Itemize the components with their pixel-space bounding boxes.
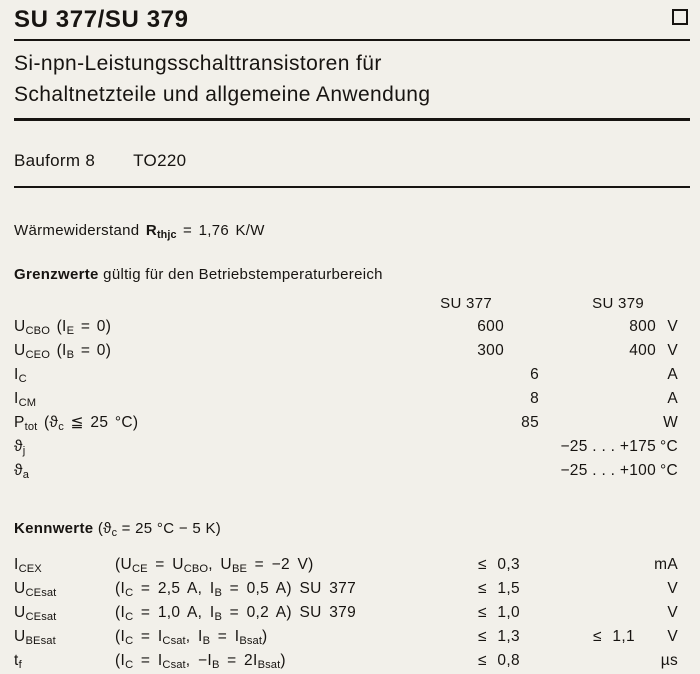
value-su377: 300 <box>477 342 504 359</box>
value-shared: 8 <box>530 390 539 407</box>
limit-su377: ≤ 1,3 <box>478 628 520 645</box>
limit-su377: ≤ 0,8 <box>478 652 520 669</box>
table-row <box>14 435 690 459</box>
unit-label: W <box>663 414 678 431</box>
table-row <box>14 577 690 601</box>
grenzwerte-heading: Grenzwerte gültig für den Betriebstemperaturbereich <box>14 266 383 283</box>
divider-top <box>14 39 690 41</box>
corner-square-icon <box>672 9 688 25</box>
limit-su377: ≤ 0,3 <box>478 556 520 573</box>
kennwerte-heading: Kennwerte ($ϑ_c = 25$ °C − 5 K) <box>14 520 222 539</box>
parameter-symbol: $U_{BEsat}$ <box>14 628 56 647</box>
test-condition: ($I_C = 2,5$ A, $I_B = 0,5$ A) SU 377 <box>115 580 356 599</box>
unit-label: µs <box>660 652 678 669</box>
value-su379: 800 <box>629 318 656 335</box>
value-su379: 400 <box>629 342 656 359</box>
test-condition: ($I_C = I_{Csat}$, $I_B = I_{Bsat}$) <box>115 628 268 647</box>
unit-label: V <box>667 604 678 621</box>
test-condition: ($I_C = I_{Csat}$, $-I_B = 2I_{Bsat}$) <box>115 652 286 671</box>
unit-label: A <box>667 390 678 407</box>
value-shared: 6 <box>530 366 539 383</box>
column-spacer <box>14 295 414 313</box>
thermal-resistance-line: Wärmewiderstand $R_{thjc} = 1,76$ K/W <box>14 222 265 241</box>
value-su379: −25 . . . +100 <box>560 462 656 479</box>
subtitle <box>14 48 690 110</box>
column-header-su377: SU 377 <box>440 295 492 312</box>
parameter-symbol: $U_{CEO}$ $(I_B = 0)$ <box>14 342 112 361</box>
table-row <box>14 315 690 339</box>
unit-label: mA <box>654 556 678 573</box>
subtitle-line-1: Si-npn-Leistungsschalttransistoren für <box>14 52 382 75</box>
value-su377: 600 <box>477 318 504 335</box>
table-row <box>14 459 690 483</box>
parameter-symbol: $P_{tot}$ ($ϑ_c$ ≦ 25 °C) <box>14 414 139 433</box>
unit-label: V <box>667 628 678 645</box>
value-shared: 85 <box>521 414 539 431</box>
table-row <box>14 553 690 577</box>
subtitle-line-2: Schaltnetzteile und allgemeine Anwendung <box>14 83 431 106</box>
bauform-line <box>14 151 690 171</box>
limit-su379 <box>560 649 650 673</box>
table-row <box>14 363 690 387</box>
parameter-symbol: $ϑ_j$ <box>14 438 26 457</box>
parameter-symbol: $t_f$ <box>14 652 22 671</box>
page-title: SU 377/SU 379 <box>14 6 189 33</box>
table-row <box>14 649 690 673</box>
table-row <box>14 601 690 625</box>
column-headers <box>14 295 690 313</box>
parameter-symbol: $U_{CBO}$ $(I_E = 0)$ <box>14 318 112 337</box>
limit-su377: ≤ 1,5 <box>478 580 520 597</box>
unit-label: °C <box>660 462 678 479</box>
unit-label: V <box>667 580 678 597</box>
limit-su379 <box>560 577 650 601</box>
unit-label: °C <box>660 438 678 455</box>
column-header-su379: SU 379 <box>592 295 644 312</box>
unit-label: A <box>667 366 678 383</box>
limit-su377: ≤ 1,0 <box>478 604 520 621</box>
parameter-symbol: $I_{CEX}$ <box>14 556 42 575</box>
table-row <box>14 387 690 411</box>
unit-label: V <box>667 318 678 335</box>
table-row <box>14 625 690 649</box>
limit-su379: ≤ 1,1 <box>593 628 635 645</box>
parameter-symbol: $I_C$ <box>14 366 27 385</box>
table-row <box>14 339 690 363</box>
parameter-symbol: $ϑ_a$ <box>14 462 30 481</box>
limit-su379 <box>560 601 650 625</box>
divider-thick <box>14 118 690 121</box>
limit-su379 <box>560 553 650 577</box>
bauform-label: Bauform 8 <box>14 151 96 170</box>
parameter-symbol: $U_{CEsat}$ <box>14 580 57 599</box>
table-row <box>14 411 690 435</box>
parameter-symbol: $U_{CEsat}$ <box>14 604 57 623</box>
test-condition: ($I_C = 1,0$ A, $I_B = 0,2$ A) SU 379 <box>115 604 356 623</box>
test-condition: ($U_{CE} = U_{CBO}$, $U_{BE} = -2$ V) <box>115 556 314 575</box>
divider-bauform <box>14 186 690 188</box>
kennwerte-table <box>14 553 690 673</box>
grenzwerte-table <box>14 315 690 483</box>
parameter-symbol: $I_{CM}$ <box>14 390 37 409</box>
value-su379: −25 . . . +175 <box>560 438 656 455</box>
unit-label: V <box>667 342 678 359</box>
package-label: TO220 <box>133 151 187 170</box>
